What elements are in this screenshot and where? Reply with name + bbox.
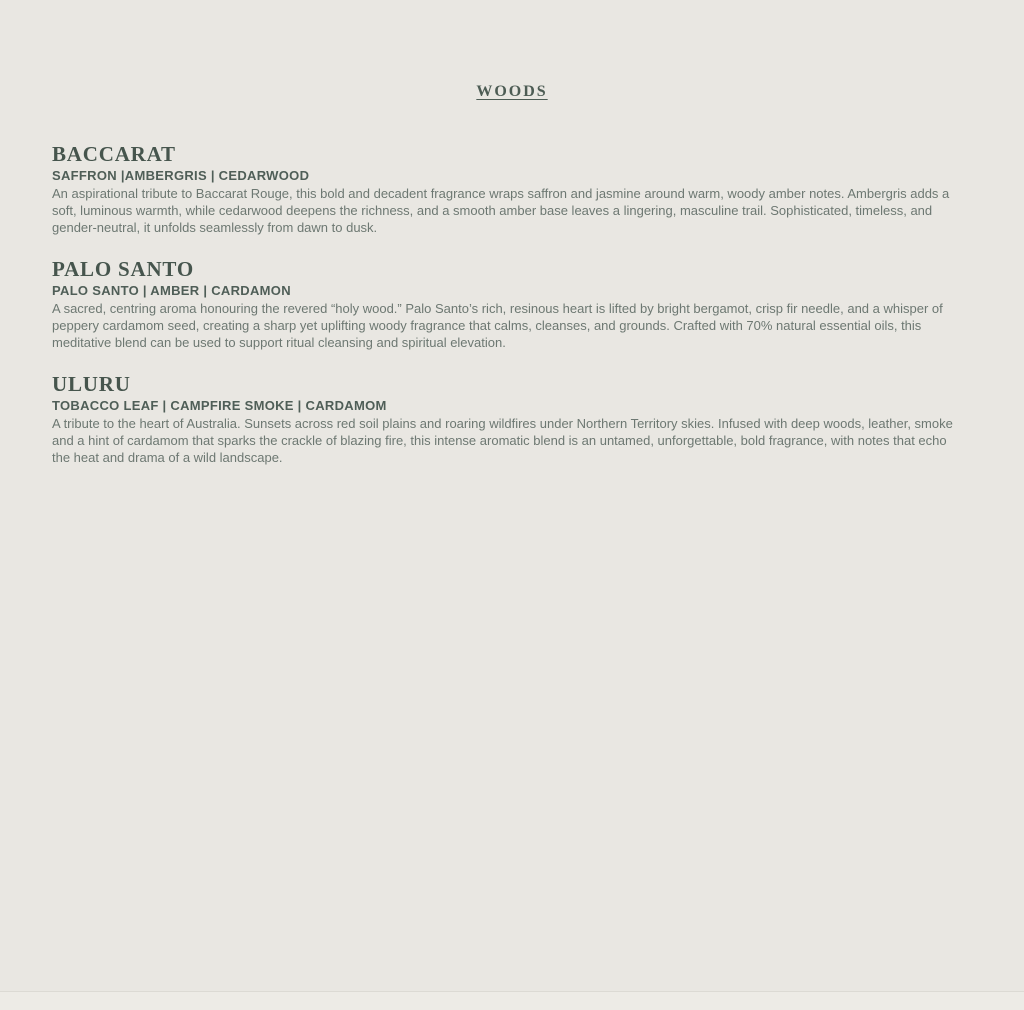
page-bottom-edge <box>0 991 1024 1010</box>
fragrance-description: A sacred, centring aroma honouring the revered “holy wood.” Palo Santo’s rich, resinous heart is lifted by bright bergamot, crisp fir needle, and a whisper of peppery cardamom seed, creating a sharp yet uplifting woody fragrance that calms, cleanses, and grounds. Crafted with 70% natural essential oils, this meditative blend can be used to support ritual cleansing and spiritual elevation. <box>52 301 943 350</box>
fragrance-name: PALO SANTO <box>52 257 194 281</box>
fragrance-name: ULURU <box>52 372 131 396</box>
fragrance-notes: TOBACCO LEAF | CAMPFIRE SMOKE | CARDAMOM <box>52 398 387 413</box>
fragrance-description: A tribute to the heart of Australia. Sunsets across red soil plains and roaring wildfires under Northern Territory skies. Infused with deep woods, leather, smoke and a hint of cardamom that sparks the crackle of blazing fire, this intense aromatic blend is an untamed, unforgettable, bold fragrance, with notes that echo the heat and drama of a wild landscape. <box>52 416 953 465</box>
content-area <box>52 143 965 466</box>
page-title <box>0 0 1024 102</box>
section-palo-santo <box>52 258 965 351</box>
fragrance-notes: SAFFRON |AMBERGRIS | CEDARWOOD <box>52 168 310 183</box>
fragrance-notes: PALO SANTO | AMBER | CARDAMON <box>52 283 291 298</box>
fragrance-name: BACCARAT <box>52 142 176 166</box>
section-baccarat <box>52 143 965 236</box>
section-uluru <box>52 373 965 466</box>
page-title-text: WOODS <box>476 83 548 100</box>
fragrance-description: An aspirational tribute to Baccarat Rouge, this bold and decadent fragrance wraps saffron and jasmine around warm, woody amber notes. Ambergris adds a soft, luminous warmth, while cedarwood deepens the richness, and a smooth amber base leaves a lingering, masculine trail. Sophisticated, timeless, and gender-neutral, it unfolds seamlessly from dawn to dusk. <box>52 186 950 235</box>
